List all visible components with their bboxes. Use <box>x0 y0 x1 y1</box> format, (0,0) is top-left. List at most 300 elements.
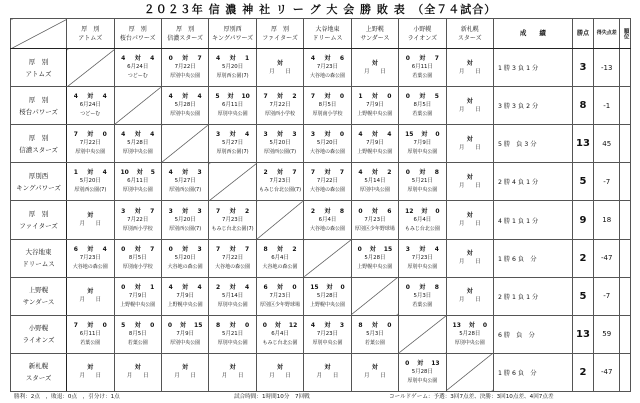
match-score <box>259 283 301 292</box>
versus-label: 対 <box>182 55 189 63</box>
score-home: 0 <box>168 245 173 253</box>
match-score <box>401 54 443 63</box>
score-away: 4 <box>102 93 107 101</box>
score-home: 0 <box>405 359 410 367</box>
team-goal-diff: -7 <box>594 163 620 201</box>
match-date: 月 日 <box>79 221 102 227</box>
versus-label: 対 <box>468 321 475 329</box>
row-header-team <box>11 353 67 391</box>
match-date: 5月3日 <box>366 330 384 337</box>
match-cell <box>161 163 208 201</box>
match-date: 7月22日 <box>174 64 196 71</box>
match-score <box>164 321 206 330</box>
score-home: 4 <box>358 169 363 177</box>
versus-label: 対 <box>371 59 378 67</box>
match-date: 7月23日 <box>79 254 101 261</box>
match-date: 5月28日 <box>411 368 433 375</box>
match-cell <box>446 87 493 125</box>
team-record: 2 勝 4 負 1 分 <box>494 163 573 201</box>
match-score <box>306 321 348 330</box>
versus-label: 対 <box>421 207 428 215</box>
match-date: 5月20日 <box>174 254 196 261</box>
score-away: 0 <box>292 283 297 291</box>
match-score <box>401 130 443 139</box>
header-points: 勝点 <box>572 19 594 49</box>
row-header-area: 上野幌 <box>28 286 49 295</box>
match-score <box>164 363 206 372</box>
match-date: 6月11日 <box>127 178 149 185</box>
versus-label: 対 <box>87 245 94 253</box>
score-away: 0 <box>435 131 440 139</box>
versus-label: 対 <box>324 321 331 329</box>
score-away: 0 <box>387 321 392 329</box>
header-record: 成 績 <box>494 19 573 49</box>
match-venue: 若葉公園 <box>364 339 385 346</box>
match-venue: 厚別西公園(7) <box>216 149 249 156</box>
header-diff: 得失点差 <box>594 19 620 49</box>
match-cell <box>351 87 398 125</box>
team-points: 8 <box>572 87 594 125</box>
match-score <box>401 283 443 292</box>
col-header-area: 厚 別 <box>271 25 290 33</box>
match-cell <box>209 125 256 163</box>
team-record: 3 勝 3 負 2 分 <box>494 87 573 125</box>
score-away: 1 <box>150 283 155 291</box>
match-date: 6月11日 <box>411 64 433 71</box>
score-home: 3 <box>405 245 410 253</box>
score-home: 0 <box>405 55 410 63</box>
table-row <box>11 125 631 163</box>
match-cell <box>446 239 493 277</box>
score-away: 6 <box>387 207 392 215</box>
score-home: 2 <box>310 207 316 215</box>
row-header-name: 信濃スターズ <box>19 145 58 154</box>
match-date: 月 日 <box>364 373 386 380</box>
match-score <box>354 130 396 139</box>
team-record: 4 勝 1 負 1 分 <box>494 201 573 239</box>
versus-label: 対 <box>87 93 94 101</box>
versus-label: 対 <box>229 207 236 215</box>
match-date: 8月5日 <box>413 102 432 109</box>
col-header-team <box>209 19 256 49</box>
match-date: 7月9日 <box>176 330 194 337</box>
col-header-name: 桜台パワーズ <box>119 34 156 42</box>
versus-label: 対 <box>227 93 234 101</box>
match-score <box>117 207 159 216</box>
col-header-area: 厚別西 <box>223 25 242 33</box>
table-row <box>11 315 631 353</box>
col-header-team <box>446 19 493 49</box>
score-away: 15 <box>383 245 393 253</box>
match-date: 5月14日 <box>364 178 386 185</box>
versus-label: 対 <box>419 55 426 63</box>
score-home: 2 <box>216 283 221 291</box>
match-cell <box>161 353 208 391</box>
versus-label: 対 <box>229 364 236 372</box>
team-rank <box>620 125 631 163</box>
versus-label: 対 <box>419 245 426 253</box>
match-cell <box>114 239 161 277</box>
match-score <box>69 321 111 330</box>
score-home: 4 <box>216 55 221 63</box>
versus-label: 対 <box>182 245 189 253</box>
score-away: 5 <box>150 169 155 177</box>
score-away: 7 <box>244 245 250 253</box>
col-header-team <box>161 19 208 49</box>
col-header-team <box>351 19 398 49</box>
match-score <box>306 168 348 177</box>
score-away: 4 <box>244 131 250 139</box>
self-match-cell <box>446 353 493 391</box>
self-match-cell <box>67 49 114 87</box>
team-points: 2 <box>572 239 594 277</box>
match-score <box>259 130 301 139</box>
score-away: 7 <box>150 245 155 253</box>
team-points: 13 <box>572 315 594 353</box>
match-date: 7月9日 <box>413 140 432 147</box>
match-score <box>401 92 443 101</box>
match-score <box>306 283 348 292</box>
match-cell <box>161 239 208 277</box>
match-cell <box>209 201 256 239</box>
match-date: 月 日 <box>126 373 149 380</box>
match-cell <box>114 201 161 239</box>
versus-label: 対 <box>371 169 378 177</box>
match-score <box>117 283 159 292</box>
score-away: 4 <box>244 283 250 291</box>
table-row <box>11 87 631 125</box>
match-venue: もみじ台北公園(7) <box>211 225 254 232</box>
score-home: 7 <box>310 169 316 177</box>
versus-label: 対 <box>229 55 236 63</box>
match-venue: 厚別西公園(7) <box>74 187 107 194</box>
match-score <box>354 59 396 68</box>
match-score <box>69 130 111 139</box>
match-score <box>354 168 396 177</box>
match-venue: 若葉公園 <box>412 301 433 308</box>
versus-label: 対 <box>229 245 236 253</box>
versus-label: 対 <box>87 169 94 177</box>
match-date: 7月23日 <box>269 178 291 185</box>
match-date: 5月28日 <box>364 254 386 261</box>
team-rank <box>620 49 631 87</box>
versus-label: 対 <box>371 207 378 215</box>
match-cell <box>114 125 161 163</box>
match-cell <box>209 87 256 125</box>
team-points: 3 <box>572 49 594 87</box>
score-away: 4 <box>102 169 107 177</box>
match-venue: 厚別中央公園 <box>359 187 390 194</box>
team-points: 5 <box>572 163 594 201</box>
match-score <box>69 211 111 220</box>
team-record: 5 勝 負 3 分 <box>494 125 573 163</box>
team-rank <box>620 163 631 201</box>
match-venue: 上野幌中央公園 <box>357 111 393 118</box>
score-home: 1 <box>358 93 363 101</box>
match-venue: 上野幌中央公園 <box>167 301 203 308</box>
score-home: 0 <box>262 321 267 329</box>
versus-label: 対 <box>324 93 331 101</box>
col-header-name: ドリームス <box>312 34 343 42</box>
team-rank <box>620 87 631 125</box>
versus-label: 対 <box>466 135 473 143</box>
match-venue: 若葉公園 <box>80 339 101 346</box>
match-venue: 大谷地の森公園 <box>262 263 298 270</box>
score-away: 8 <box>339 207 344 215</box>
match-venue: 厚別西公園(7) <box>216 73 249 80</box>
match-date: 7月23日 <box>316 64 338 71</box>
match-venue: 厚別中央公園 <box>454 339 485 346</box>
match-date: 6月24日 <box>79 102 101 109</box>
match-date: 7月9日 <box>176 292 194 299</box>
score-home: 1 <box>73 169 78 177</box>
versus-label: 対 <box>87 321 94 329</box>
match-cell <box>351 49 398 87</box>
match-score <box>164 245 206 254</box>
match-date: 月 日 <box>458 221 481 227</box>
row-header-area: 厚 別 <box>28 57 49 66</box>
match-date: 7月22日 <box>316 178 338 185</box>
match-venue: 厚別南小学校 <box>312 111 343 118</box>
score-away: 2 <box>244 207 250 215</box>
match-cell <box>256 163 303 201</box>
match-venue: 厚別中央公園 <box>122 149 153 156</box>
score-away: 8 <box>434 169 439 177</box>
match-cell <box>256 315 303 353</box>
match-date: 8月5日 <box>128 254 147 261</box>
team-goal-diff: -7 <box>594 277 620 315</box>
versus-label: 対 <box>324 131 331 139</box>
match-score <box>449 97 491 106</box>
match-cell <box>67 125 114 163</box>
versus-label: 対 <box>182 207 189 215</box>
match-score <box>164 207 206 216</box>
match-venue: 若葉公園 <box>127 339 148 346</box>
row-header-area: 厚別西 <box>28 171 49 180</box>
match-score <box>117 168 159 177</box>
team-record: 2 勝 1 負 1 分 <box>494 277 573 315</box>
team-record: 1 勝 6 負 分 <box>494 353 573 391</box>
score-away: 7 <box>434 55 439 63</box>
match-score <box>211 54 253 63</box>
versus-label: 対 <box>182 169 189 177</box>
match-venue: つどーむ <box>80 111 101 118</box>
match-score <box>211 363 253 372</box>
match-cell <box>67 87 114 125</box>
score-home: 2 <box>263 169 268 177</box>
match-cell <box>399 201 446 239</box>
score-home: 7 <box>216 245 221 253</box>
match-venue: 若葉公園 <box>412 73 433 80</box>
footer-cold: コールドゲーム：予選：3回7点差、決勝：3回10点差、4回7点差 <box>389 394 554 400</box>
match-score <box>69 287 111 296</box>
match-score <box>401 168 443 177</box>
score-away: 3 <box>197 169 202 177</box>
score-away: 4 <box>150 131 155 139</box>
row-header-name: キングパワーズ <box>16 183 61 192</box>
match-date: 5月28日 <box>316 292 338 299</box>
match-cell <box>209 239 256 277</box>
match-score <box>306 363 348 372</box>
page-title: ２０２３年 信 濃 神 社 リ ー グ 大 会 勝 敗 表 （全７４試合） <box>143 3 497 16</box>
score-away: 0 <box>340 283 345 291</box>
match-score <box>259 59 301 68</box>
match-cell <box>351 201 398 239</box>
match-date: 7月9日 <box>128 292 147 299</box>
match-score <box>69 245 111 254</box>
score-away: 15 <box>194 321 203 329</box>
match-venue: 厚別西公園(7) <box>263 149 297 156</box>
match-cell <box>209 353 256 391</box>
row-header-area: 厚 別 <box>28 210 49 218</box>
match-date: 月 日 <box>269 373 291 380</box>
match-cell <box>351 315 398 353</box>
score-away: 4 <box>387 131 392 139</box>
match-score <box>449 135 491 144</box>
match-date: 6月4日 <box>413 216 432 223</box>
match-date: 7月9日 <box>366 140 384 147</box>
versus-label: 対 <box>87 364 94 372</box>
match-cell <box>446 49 493 87</box>
match-date: 6月11日 <box>79 330 101 337</box>
match-date: 5月20日 <box>174 216 196 223</box>
score-away: 0 <box>435 207 440 215</box>
versus-label: 対 <box>87 212 94 219</box>
versus-label: 対 <box>371 364 378 372</box>
row-header-team <box>11 125 67 163</box>
col-header-name: 信濃スターズ <box>167 34 203 42</box>
match-score <box>449 59 491 68</box>
versus-label: 対 <box>229 283 236 291</box>
score-away: 8 <box>434 283 439 291</box>
score-home: 7 <box>216 207 221 215</box>
match-score <box>117 363 159 372</box>
versus-label: 対 <box>324 169 331 177</box>
match-cell <box>399 125 446 163</box>
col-header-area: 新札幌 <box>460 25 479 33</box>
score-away: 0 <box>339 131 344 139</box>
match-cell <box>67 353 114 391</box>
match-venue: 厚別中央公園 <box>217 111 248 118</box>
match-cell <box>114 163 161 201</box>
match-score <box>211 92 253 101</box>
versus-label: 対 <box>277 131 284 139</box>
match-venue: 若葉公園 <box>412 111 433 118</box>
team-goal-diff: -47 <box>594 239 620 277</box>
match-score <box>164 283 206 292</box>
versus-label: 対 <box>466 212 473 219</box>
match-venue: 大谷地の森公園 <box>309 187 345 194</box>
col-header-team <box>114 19 161 49</box>
versus-label: 対 <box>87 131 94 139</box>
versus-label: 対 <box>87 288 94 296</box>
score-home: 8 <box>216 321 221 329</box>
row-header-team <box>11 201 67 239</box>
team-record: 1 勝 6 負 分 <box>494 239 573 277</box>
match-score <box>306 54 348 63</box>
col-header-name: サンダース <box>360 34 390 42</box>
score-home: 4 <box>73 93 78 101</box>
score-home: 4 <box>310 55 316 63</box>
versus-label: 対 <box>324 364 331 372</box>
row-header-name: サンダース <box>22 298 55 307</box>
match-cell <box>114 49 161 87</box>
match-venue: 上野幌中央公園 <box>357 263 393 270</box>
versus-label: 対 <box>277 59 284 67</box>
team-goal-diff: 18 <box>594 201 620 239</box>
match-venue: 厚別中央公園 <box>122 187 153 194</box>
match-venue: 厚別西小学校 <box>122 225 153 232</box>
match-score <box>354 363 396 372</box>
score-home: 8 <box>263 245 268 253</box>
match-cell <box>256 353 303 391</box>
match-cell <box>304 49 351 87</box>
match-date: 7月22日 <box>127 216 149 223</box>
match-venue: 厚別中央公園 <box>217 339 248 346</box>
match-score <box>69 92 111 101</box>
score-home: 4 <box>121 131 126 139</box>
match-venue: 上野幌中央公園 <box>309 301 345 308</box>
match-venue: 厚別中央公園 <box>170 73 201 80</box>
score-away: 1 <box>244 55 250 63</box>
score-home: 0 <box>405 169 410 177</box>
score-home: 4 <box>168 169 173 177</box>
versus-label: 対 <box>277 245 284 253</box>
match-cell <box>114 353 161 391</box>
match-cell <box>304 87 351 125</box>
score-home: 0 <box>121 283 126 291</box>
versus-label: 対 <box>182 93 189 101</box>
score-away: 0 <box>102 131 107 139</box>
match-date: 月 日 <box>79 373 102 380</box>
versus-label: 対 <box>417 359 424 367</box>
score-away: 7 <box>292 169 297 177</box>
versus-label: 対 <box>466 59 473 67</box>
score-home: 4 <box>168 93 173 101</box>
versus-label: 対 <box>419 283 426 291</box>
match-cell <box>304 201 351 239</box>
score-home: 5 <box>215 93 220 101</box>
match-date: 月 日 <box>364 68 386 75</box>
score-home: 7 <box>73 321 78 329</box>
match-score <box>117 245 159 254</box>
col-header-area: 厚 別 <box>81 25 100 33</box>
match-cell <box>399 353 446 391</box>
score-home: 4 <box>310 321 316 329</box>
score-away: 7 <box>339 169 344 177</box>
versus-label: 対 <box>324 55 331 63</box>
league-table <box>10 18 631 392</box>
match-score <box>117 54 159 63</box>
team-record: 1 勝 3 負 1 分 <box>494 49 573 87</box>
col-header-area: 大谷地東 <box>315 25 340 33</box>
versus-label: 対 <box>421 131 428 139</box>
match-cell <box>446 315 493 353</box>
match-cell <box>67 315 114 353</box>
match-score <box>449 211 491 220</box>
match-score <box>354 92 396 101</box>
score-home: 4 <box>121 55 126 63</box>
versus-label: 対 <box>134 321 141 329</box>
match-cell <box>209 315 256 353</box>
score-home: 0 <box>405 93 410 101</box>
match-cell <box>399 87 446 125</box>
match-score <box>164 168 206 177</box>
score-home: 10 <box>120 169 129 177</box>
match-date: 5月20日 <box>316 140 338 147</box>
match-venue: 厚別西小学校 <box>265 111 296 118</box>
match-cell <box>256 239 303 277</box>
